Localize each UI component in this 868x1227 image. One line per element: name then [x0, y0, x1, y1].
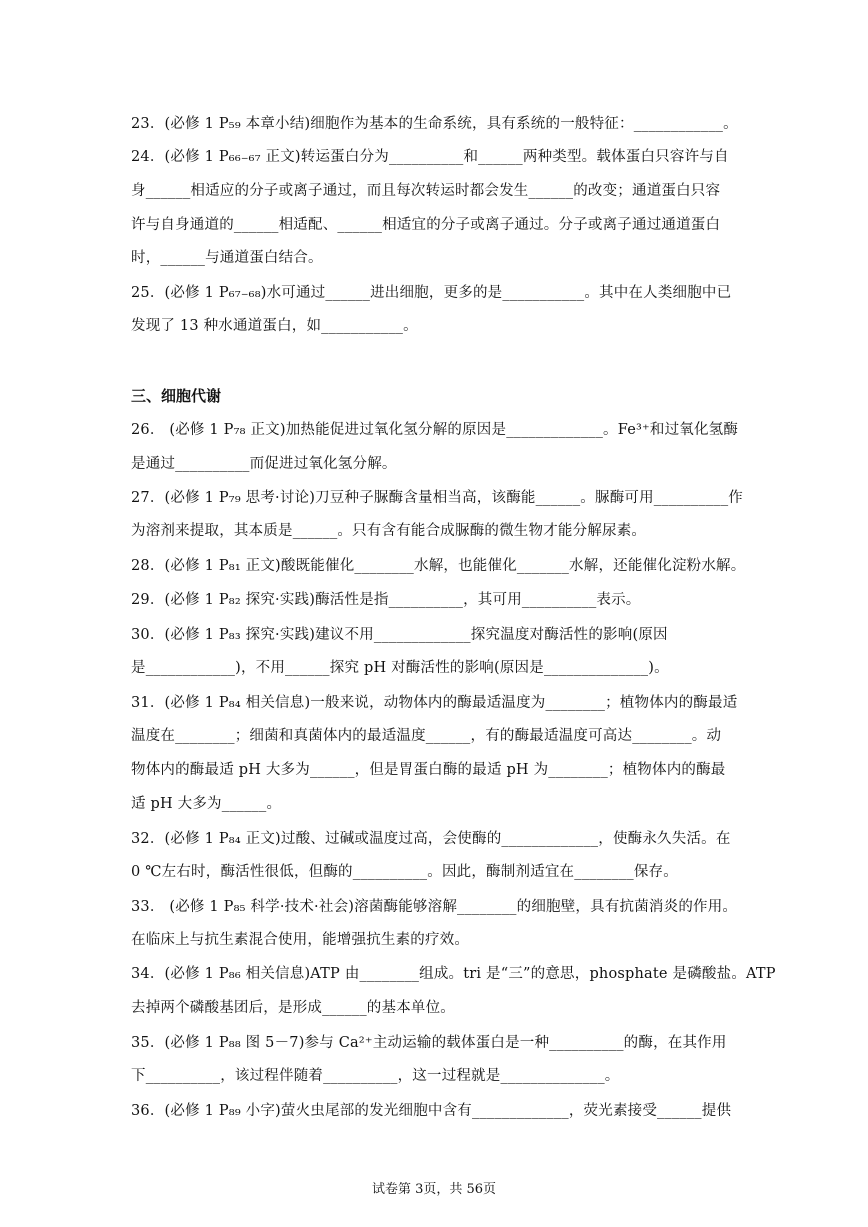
question-25-line-1: 25．(必修 1 P₆₇₋₆₈)水可通过______进出细胞，更多的是___________。其中在人类细胞中已 — [131, 285, 732, 301]
question-30-line-1: 30．(必修 1 P₈₃ 探究·实践)建议不用_____________探究温度对酶活性的影响(原因 — [131, 627, 668, 643]
question-33-line-1: 33． (必修 1 P₈₅ 科学·技术·社会)溶菌酶能够溶解________的细胞壁，具有抗菌消炎的作用。 — [131, 899, 738, 915]
question-24-line-4: 时，______与通道蛋白结合。 — [131, 250, 323, 266]
question-25-line-2: 发现了 13 种水通道蛋白，如___________。 — [131, 318, 418, 334]
question-24-line-1: 24．(必修 1 P₆₆₋₆₇ 正文)转运蛋白分为__________和______两种类型。载体蛋白只容许与自 — [131, 149, 729, 165]
question-35-line-1: 35．(必修 1 P₈₈ 图 5－7)参与 Ca²⁺主动运输的载体蛋白是一种__________的酶，在其作用 — [131, 1035, 727, 1051]
question-34-line-2: 去掉两个磷酸基团后，是形成______的基本单位。 — [131, 1000, 455, 1016]
question-33-line-2: 在临床上与抗生素混合使用，能增强抗生素的疗效。 — [131, 932, 470, 948]
question-26-line-1: 26． (必修 1 P₇₈ 正文)加热能促进过氧化氢分解的原因是_____________。Fe³⁺和过氧化氢酶 — [131, 422, 739, 438]
question-35-line-2: 下__________，该过程伴随着__________，这一过程就是______________。 — [131, 1068, 620, 1084]
question-36-line-1: 36．(必修 1 P₈₉ 小字)萤火虫尾部的发光细胞中含有_____________，荧光素接受______提供 — [131, 1103, 732, 1119]
question-31-line-2: 温度在________；细菌和真菌体内的最适温度______，有的酶最适温度可高达________。动 — [131, 728, 722, 744]
question-27-line-1: 27．(必修 1 P₇₉ 思考·讨论)刀豆种子脲酶含量相当高，该酶能______。脲酶可用__________作 — [131, 490, 744, 506]
question-24-line-3: 许与自身通道的______相适配、______相适宜的分子或离子通过。分子或离子通过通道蛋白 — [131, 217, 721, 233]
question-34-line-1: 34．(必修 1 P₈₆ 相关信息)ATP 由________组成。tri 是“三”的意思，phosphate 是磷酸盐。ATP — [131, 966, 776, 982]
question-32-line-1: 32．(必修 1 P₈₄ 正文)过酸、过碱或温度过高，会使酶的_____________，使酶永久失活。在 — [131, 831, 731, 847]
question-23-line-1: 23．(必修 1 P₅₉ 本章小结)细胞作为基本的生命系统，具有系统的一般特征：____________。 — [131, 116, 738, 132]
question-31-line-1: 31．(必修 1 P₈₄ 相关信息)一般来说，动物体内的酶最适温度为________；植物体内的酶最适 — [131, 695, 738, 711]
question-29-line-1: 29．(必修 1 P₈₂ 探究·实践)酶活性是指__________，其可用__________表示。 — [131, 592, 641, 608]
page-footer: 试卷第 3页，共 56页 — [371, 1182, 497, 1197]
section-heading: 三、细胞代谢 — [131, 387, 222, 405]
question-30-line-2: 是____________)，不用______探究 pH 对酶活性的影响(原因是______________)。 — [131, 660, 669, 676]
question-28-line-1: 28．(必修 1 P₈₁ 正文)酸既能催化________水解，也能催化_______水解，还能催化淀粉水解。 — [131, 558, 746, 574]
question-27-line-2: 为溶剂来提取，其本质是______。只有含有能合成脲酶的微生物才能分解尿素。 — [131, 523, 647, 539]
question-31-line-3: 物体内的酶最适 pH 大多为______，但是胃蛋白酶的最适 pH 为________；植物体内的酶最 — [131, 762, 726, 778]
question-24-line-2: 身______相适应的分子或离子通过，而且每次转运时都会发生______的改变；通道蛋白只容 — [131, 183, 721, 199]
question-26-line-2: 是通过__________而促进过氧化氢分解。 — [131, 456, 397, 472]
question-32-line-2: 0 ℃左右时，酶活性很低，但酶的__________。因此，酶制剂适宜在________保存。 — [131, 864, 678, 880]
question-31-line-4: 适 pH 大多为______。 — [131, 796, 282, 812]
